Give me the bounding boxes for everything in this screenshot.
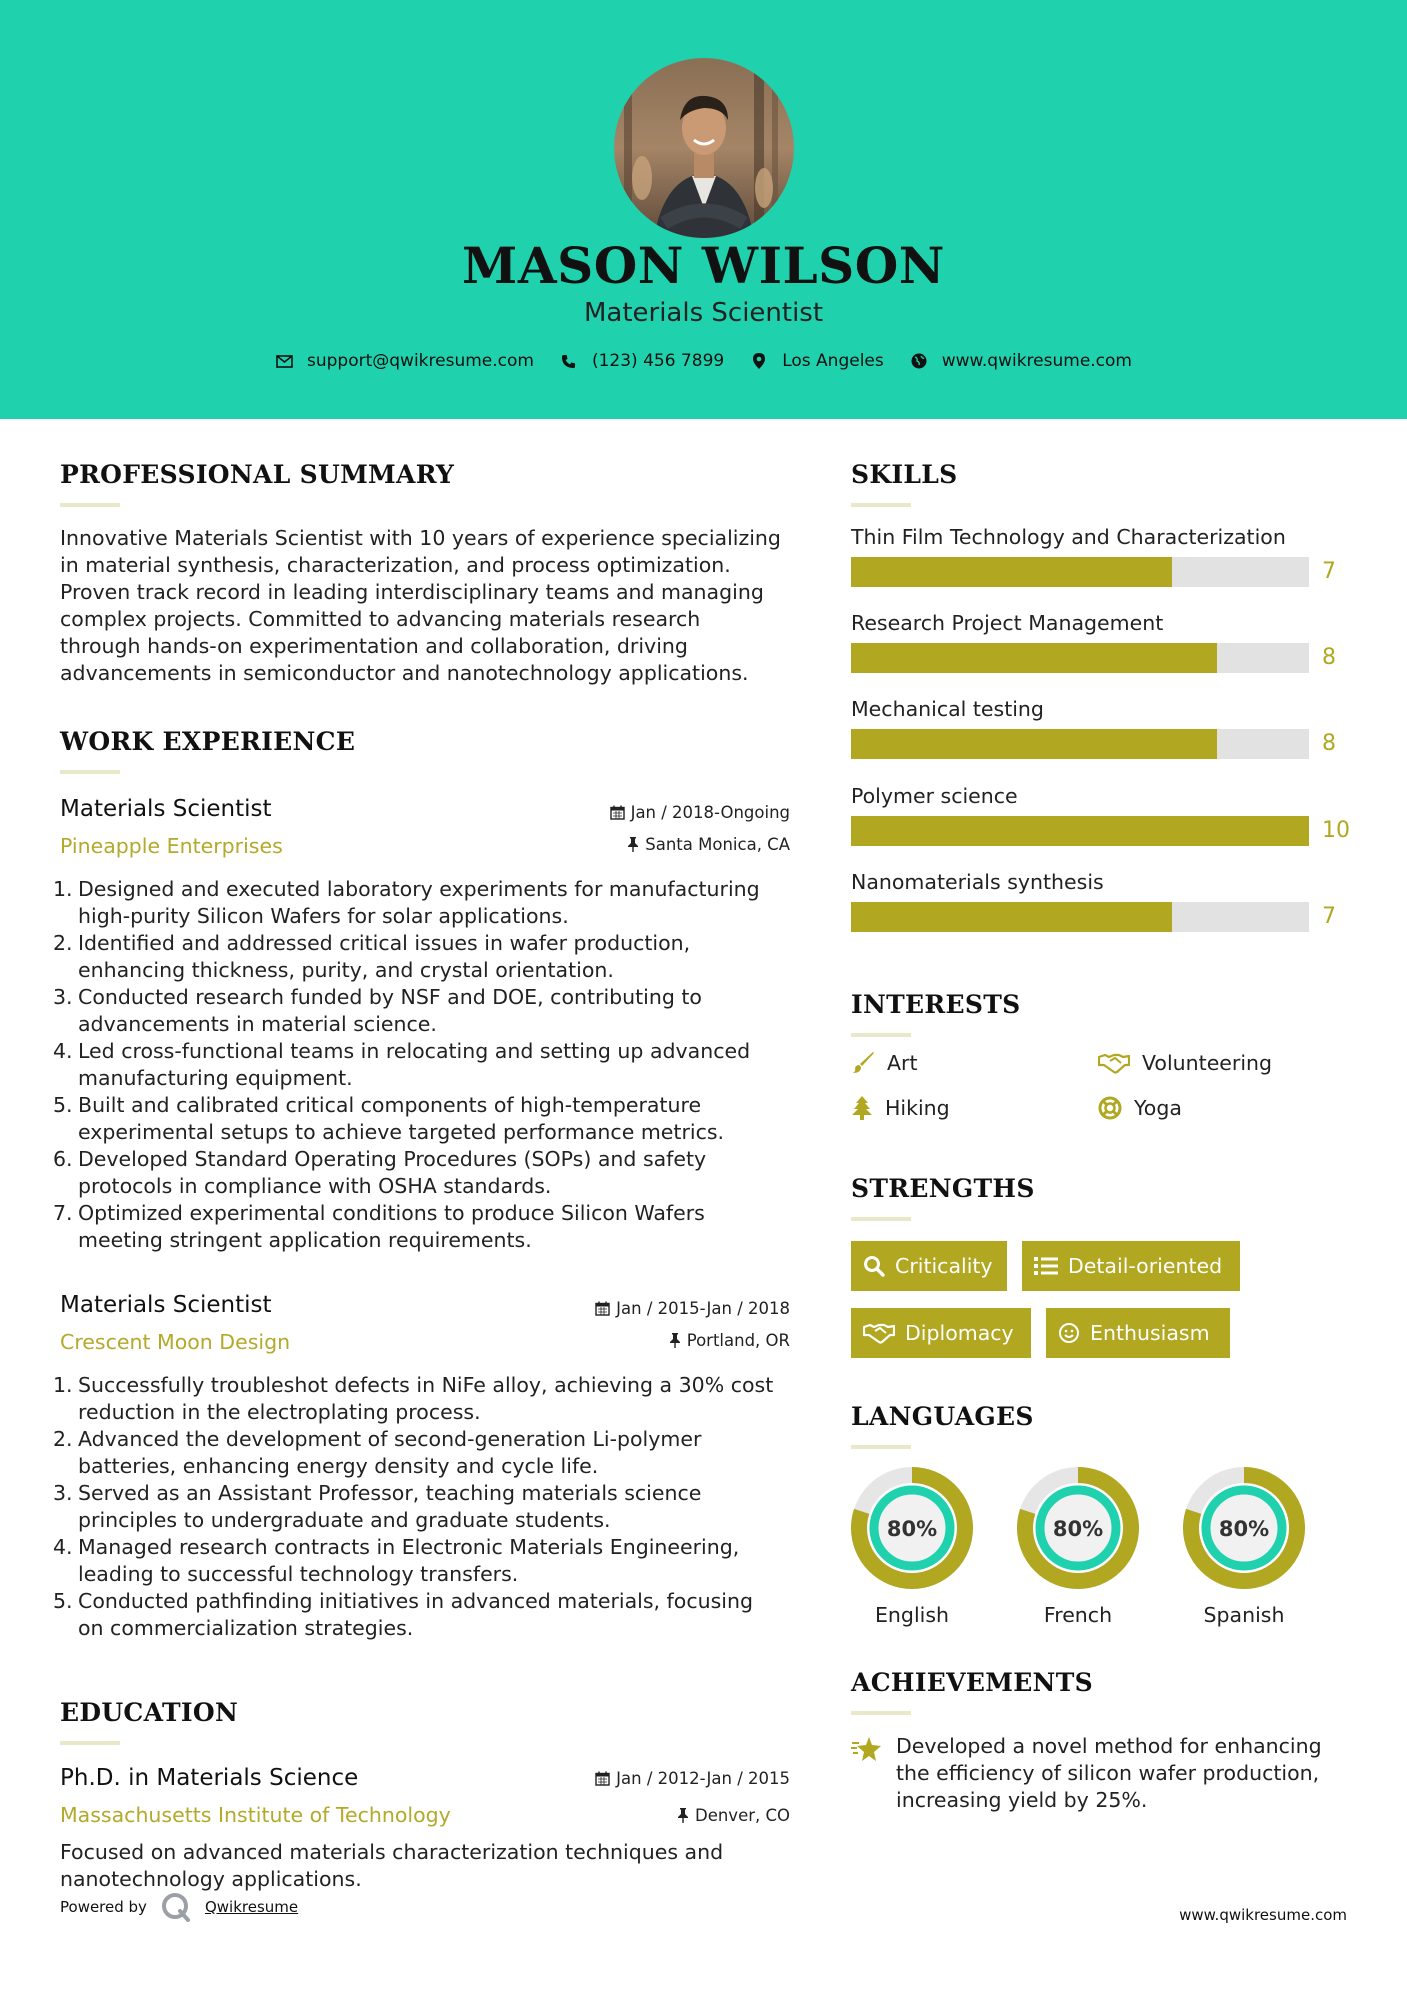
job-location xyxy=(627,835,790,854)
map-marker-icon xyxy=(750,352,768,370)
list-item: 6. Developed Standard Operating Procedures (SOPs) and safety protocols in compliance with OSHA standards. xyxy=(53,1147,707,1198)
skill-name: Thin Film Technology and Characterization xyxy=(851,525,1286,549)
strength-tag xyxy=(1022,1241,1240,1291)
contact-phone[interactable]: (123) 456 7899 xyxy=(591,351,725,371)
interest-label: Yoga xyxy=(1134,1096,1182,1120)
summary-line: Proven track record in leading interdisciplinary teams and managing xyxy=(60,580,764,604)
language-ring xyxy=(1183,1467,1305,1589)
job-bullets xyxy=(53,1372,790,1642)
list-item: 3. Conducted research funded by NSF and DOE, contributing to advancements in material science. xyxy=(53,985,702,1036)
contact-website[interactable]: www.qwikresume.com xyxy=(941,351,1132,371)
interest-item xyxy=(851,1051,918,1075)
footer-branding xyxy=(60,1892,298,1922)
list-icon xyxy=(1034,1256,1058,1276)
strength-tag xyxy=(851,1308,1031,1358)
language-name: French xyxy=(1043,1603,1113,1627)
languages-list xyxy=(851,1467,1351,1642)
summary-line: in material synthesis, characterization, and process optimization. xyxy=(60,553,731,577)
skill-name: Nanomaterials synthesis xyxy=(851,870,1104,894)
education-date xyxy=(595,1769,790,1788)
skill-value: 8 xyxy=(1322,731,1336,756)
education-location-text: Denver, CO xyxy=(694,1806,790,1825)
language-percent: 80% xyxy=(1052,1517,1104,1541)
interest-item xyxy=(851,1096,950,1120)
profile-photo xyxy=(614,58,794,238)
skill-name: Polymer science xyxy=(851,784,1018,808)
summary-line: advancements in semiconductor and nanotechnology applications. xyxy=(60,661,749,685)
education-entry xyxy=(60,1765,790,1893)
language-item xyxy=(1017,1467,1139,1627)
list-item: 4. Led cross-functional teams in relocating and setting up advanced manufacturing equipment. xyxy=(53,1039,751,1090)
list-item: 2. Advanced the development of second-generation Li-polymer batteries, enhancing energy density and cycle life. xyxy=(53,1427,702,1478)
job-location-text: Santa Monica, CA xyxy=(645,835,790,854)
job-company: Pineapple Enterprises xyxy=(60,834,283,858)
language-name: Spanish xyxy=(1203,1603,1285,1627)
section-divider xyxy=(60,770,120,774)
pushpin-icon xyxy=(627,837,639,852)
skill-item xyxy=(851,611,1351,697)
list-item: 1. Successfully troubleshot defects in NiFe alloy, achieving a 30% cost reduction in the electroplating process. xyxy=(53,1373,774,1424)
envelope-icon xyxy=(275,352,293,370)
skill-name: Research Project Management xyxy=(851,611,1164,635)
phone-icon xyxy=(560,352,578,370)
summary-line: Innovative Materials Scientist with 10 years of experience specializing xyxy=(60,526,781,550)
job-company: Crescent Moon Design xyxy=(60,1330,291,1354)
list-item: 5. Built and calibrated critical components of high-temperature experimental setups to achieve targeted performance metrics. xyxy=(53,1093,725,1144)
education-description: Focused on advanced materials characterization techniques and nanotechnology applications. xyxy=(60,1840,724,1891)
list-item: 4. Managed research contracts in Electronic Materials Engineering, leading to successful technology transfers. xyxy=(53,1535,740,1586)
achievements-title: ACHIEVEMENTS xyxy=(851,1668,1093,1697)
paintbrush-icon xyxy=(851,1051,875,1075)
language-percent: 80% xyxy=(886,1517,938,1541)
resume-header xyxy=(0,0,1407,419)
section-divider xyxy=(851,1033,911,1037)
job-date-text: Jan / 2015-Jan / 2018 xyxy=(616,1299,790,1318)
left-column xyxy=(53,460,790,1893)
job-date xyxy=(595,1299,790,1318)
candidate-name: MASON WILSON xyxy=(462,236,945,295)
strength-label: Criticality xyxy=(895,1254,993,1278)
job-entry xyxy=(53,796,790,1254)
interest-label: Art xyxy=(887,1051,918,1075)
skills-title: SKILLS xyxy=(851,460,958,489)
interests-title: INTERESTS xyxy=(851,990,1021,1019)
strength-tag xyxy=(851,1241,1007,1291)
globe-icon xyxy=(910,352,928,370)
pushpin-icon xyxy=(669,1333,681,1348)
list-item: 5. Conducted pathfinding initiatives in advanced materials, focusing on commercialization strategies. xyxy=(53,1589,753,1640)
calendar-icon xyxy=(610,805,625,820)
skill-bar-fill xyxy=(851,557,1172,587)
education-date-text: Jan / 2012-Jan / 2015 xyxy=(616,1769,790,1788)
job-date xyxy=(610,803,790,822)
contact-email[interactable]: support@qwikresume.com xyxy=(307,351,534,371)
list-item: 1. Designed and executed laboratory experiments for manufacturing high-purity Silicon Wafers for solar applications. xyxy=(53,877,760,928)
section-divider xyxy=(851,1711,911,1715)
strength-label: Diplomacy xyxy=(905,1321,1014,1345)
skill-bar-fill xyxy=(851,902,1172,932)
summary-text xyxy=(60,525,790,687)
qwikresume-link[interactable]: Qwikresume xyxy=(204,1898,299,1916)
degree-title: Ph.D. in Materials Science xyxy=(60,1765,359,1791)
job-entry xyxy=(53,1292,790,1642)
skill-item xyxy=(851,697,1351,784)
section-divider xyxy=(851,1445,911,1449)
skill-name: Mechanical testing xyxy=(851,697,1044,721)
language-ring xyxy=(1017,1467,1139,1589)
skill-item xyxy=(851,784,1351,870)
strengths-title: STRENGTHS xyxy=(851,1174,1035,1203)
job-title: Materials Scientist xyxy=(60,1292,272,1318)
achievement-text: Developed a novel method for enhancing the efficiency of silicon wafer production, increasing yield by 25%. xyxy=(896,1734,1322,1812)
smile-icon xyxy=(1058,1322,1080,1344)
skill-value: 8 xyxy=(1322,645,1336,670)
education-location xyxy=(677,1806,790,1825)
summary-title: PROFESSIONAL SUMMARY xyxy=(60,460,455,489)
search-icon xyxy=(863,1255,885,1277)
strengths-list xyxy=(851,1241,1351,1361)
contact-location: Los Angeles xyxy=(782,351,884,371)
skills-list xyxy=(851,525,1351,940)
language-item xyxy=(851,1467,973,1627)
handshake-icon xyxy=(1098,1052,1130,1074)
strength-label: Enthusiasm xyxy=(1090,1321,1210,1345)
skill-item xyxy=(851,525,1351,611)
skill-item xyxy=(851,870,1351,940)
job-date-text: Jan / 2018-Ongoing xyxy=(630,803,790,822)
language-item xyxy=(1183,1467,1305,1627)
job-bullets xyxy=(53,876,790,1254)
contact-bar xyxy=(0,351,1407,371)
education-title: EDUCATION xyxy=(60,1698,239,1727)
list-item: 2. Identified and addressed critical issues in wafer production, enhancing thickness, purity, and crystal orientation. xyxy=(53,931,691,982)
language-percent: 80% xyxy=(1218,1517,1270,1541)
candidate-role: Materials Scientist xyxy=(583,298,824,328)
experience-title: WORK EXPERIENCE xyxy=(60,727,356,756)
pushpin-icon xyxy=(677,1808,689,1823)
skill-value: 7 xyxy=(1322,559,1336,584)
job-location xyxy=(669,1331,790,1350)
summary-line: through hands-on experimentation and collaboration, driving xyxy=(60,634,688,658)
summary-line: complex projects. Committed to advancing materials research xyxy=(60,607,701,631)
list-item: 7. Optimized experimental conditions to produce Silicon Wafers meeting stringent application requirements. xyxy=(53,1201,705,1252)
skill-value: 10 xyxy=(1322,818,1350,843)
strength-label: Detail-oriented xyxy=(1068,1254,1223,1278)
school-name: Massachusetts Institute of Technology xyxy=(60,1803,451,1827)
achievement-item xyxy=(851,1733,1351,1814)
list-item: 3. Served as an Assistant Professor, teaching materials science principles to undergraduate and graduate students. xyxy=(53,1481,702,1532)
handshake-icon xyxy=(863,1322,895,1344)
skill-bar-fill xyxy=(851,816,1309,846)
section-divider xyxy=(60,503,120,507)
languages-title: LANGUAGES xyxy=(851,1402,1034,1431)
job-location-text: Portland, OR xyxy=(686,1331,790,1350)
skill-bar-fill xyxy=(851,729,1217,759)
interest-label: Volunteering xyxy=(1142,1051,1273,1075)
section-divider xyxy=(851,503,911,507)
life-ring-icon xyxy=(1098,1096,1122,1120)
footer-website[interactable]: www.qwikresume.com xyxy=(1179,1906,1347,1924)
section-divider xyxy=(60,1741,120,1745)
calendar-icon xyxy=(595,1771,610,1786)
skill-bar-fill xyxy=(851,643,1217,673)
qwikresume-logo-icon xyxy=(161,1892,191,1922)
tree-icon xyxy=(851,1096,873,1120)
interests-list xyxy=(851,1047,1351,1137)
language-name: English xyxy=(874,1603,950,1627)
powered-by-label: Powered by xyxy=(60,1898,147,1916)
job-title: Materials Scientist xyxy=(60,796,272,822)
strength-tag xyxy=(1046,1308,1230,1358)
right-column xyxy=(851,460,1351,1814)
interest-item xyxy=(1098,1096,1182,1120)
calendar-icon xyxy=(595,1301,610,1316)
section-divider xyxy=(851,1217,911,1221)
interest-item xyxy=(1098,1051,1272,1075)
skill-value: 7 xyxy=(1322,904,1336,929)
interest-label: Hiking xyxy=(885,1096,950,1120)
star-icon xyxy=(851,1735,883,1765)
language-ring xyxy=(851,1467,973,1589)
